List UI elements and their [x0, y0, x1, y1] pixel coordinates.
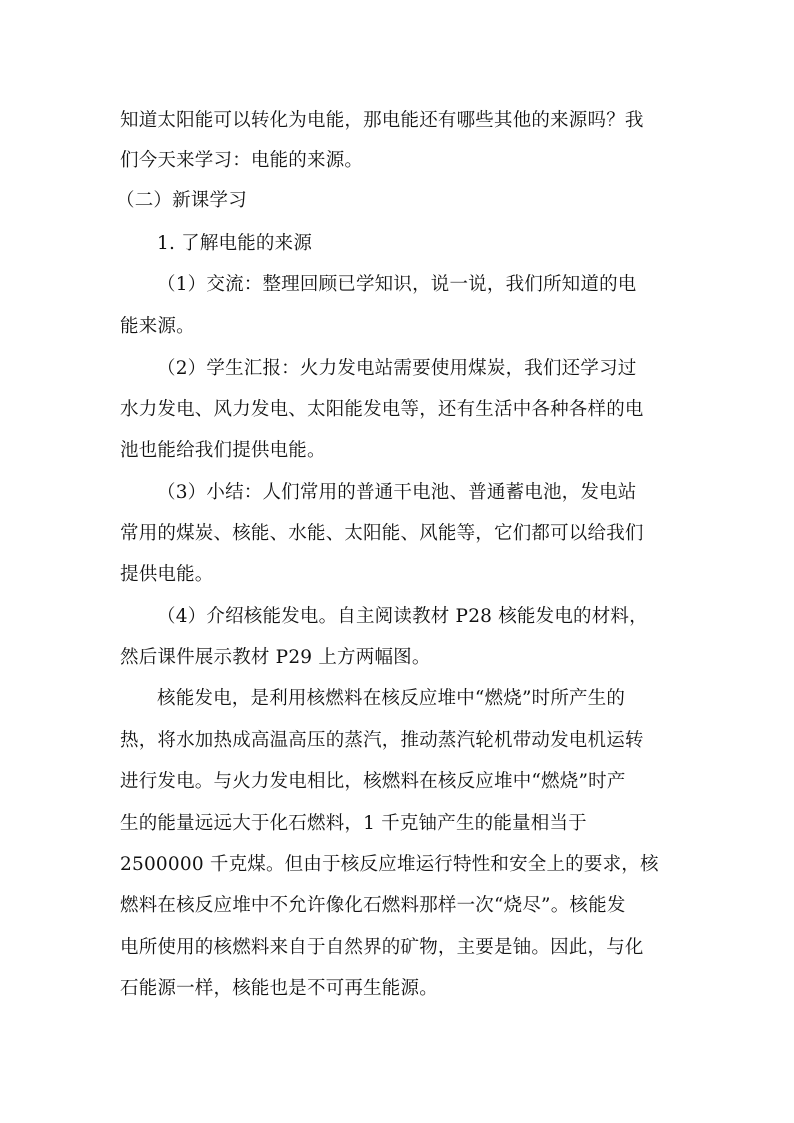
- paragraph-line: 水力发电、风力发电、太阳能发电等，还有生活中各种各样的电: [120, 399, 644, 420]
- paragraph-line: 燃料在核反应堆中不允许像化石燃料那样一次“烧尽”。核能发: [120, 895, 626, 916]
- paragraph-line: 核能发电，是利用核燃料在核反应堆中“燃烧”时所产生的: [157, 688, 626, 709]
- paragraph-line: 然后课件展示教材 P29 上方两幅图。: [120, 647, 431, 668]
- paragraph-line: 知道太阳能可以转化为电能，那电能还有哪些其他的来源吗？我: [120, 110, 644, 131]
- paragraph-line: 能来源。: [120, 316, 195, 337]
- paragraph-line: 常用的煤炭、核能、水能、太阳能、风能等，它们都可以给我们: [120, 523, 644, 544]
- paragraph-line: （2）学生汇报：火力发电站需要使用煤炭，我们还学习过: [157, 358, 637, 379]
- paragraph-line: 生的能量远远大于化石燃料，1 千克铀产生的能量相当于: [120, 813, 587, 834]
- paragraph-line: 进行发电。与火力发电相比，核燃料在核反应堆中“燃烧”时产: [120, 771, 626, 792]
- paragraph-line: 池也能给我们提供电能。: [120, 440, 326, 461]
- paragraph-line: 2500000 千克煤。但由于核反应堆运行特性和安全上的要求，核: [120, 854, 659, 875]
- paragraph-line: （3）小结：人们常用的普通干电池、普通蓄电池，发电站: [157, 482, 637, 503]
- paragraph-line: 们今天来学习：电能的来源。: [120, 150, 364, 171]
- paragraph-line: 提供电能。: [120, 564, 214, 585]
- paragraph-line: 电所使用的核燃料来自于自然界的矿物，主要是铀。因此，与化: [120, 937, 644, 958]
- paragraph-line: （1）交流：整理回顾已学知识，说一说，我们所知道的电: [157, 274, 637, 295]
- section-heading: （二）新课学习: [116, 190, 247, 211]
- paragraph-line: 热，将水加热成高温高压的蒸汽，推动蒸汽轮机带动发电机运转: [120, 730, 644, 751]
- subsection-heading: 1. 了解电能的来源: [157, 233, 313, 254]
- paragraph-line: （4）介绍核能发电。自主阅读教材 P28 核能发电的材料，: [157, 606, 648, 627]
- paragraph-line: 石能源一样，核能也是不可再生能源。: [120, 978, 438, 999]
